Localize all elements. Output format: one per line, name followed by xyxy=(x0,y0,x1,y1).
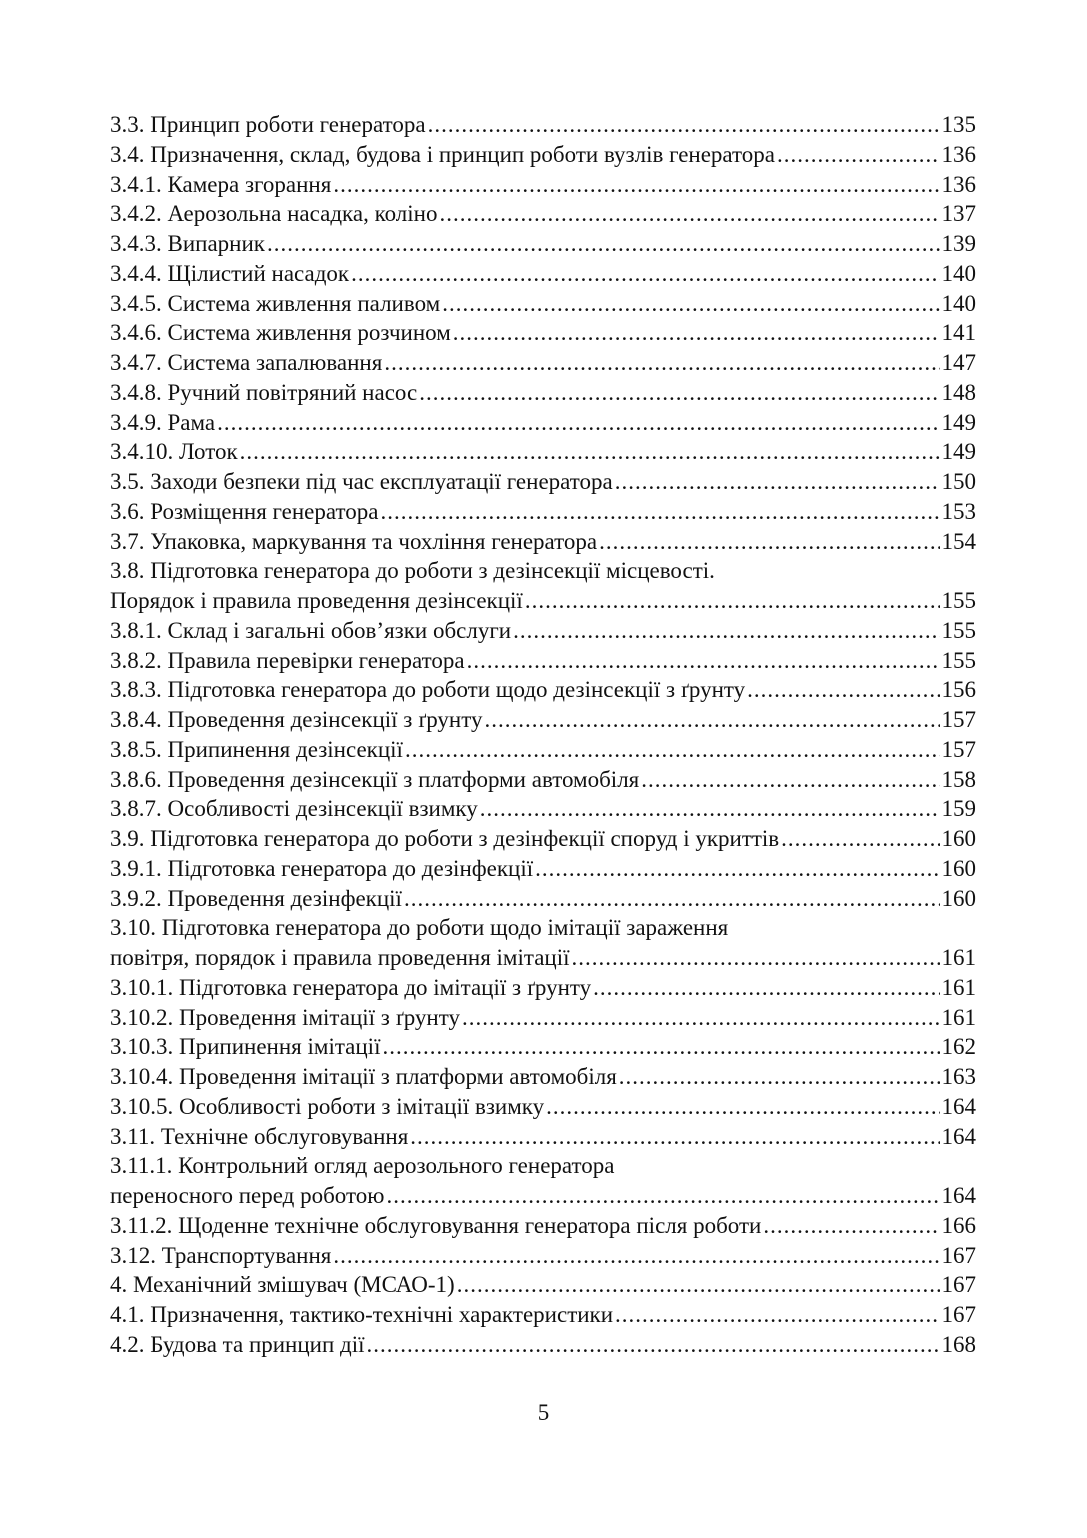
toc-entry-title: 3.10. Підготовка генератора до роботи щодо імітації зараження xyxy=(110,915,729,941)
toc-entry xyxy=(110,556,976,586)
dot-leader xyxy=(777,140,939,170)
dot-leader xyxy=(480,794,940,824)
toc-entry-page: 155 xyxy=(941,647,976,673)
toc-entry-title: 3.12. Транспортування xyxy=(110,1242,332,1268)
toc-entry-page: 140 xyxy=(941,290,976,316)
toc-entry xyxy=(110,527,976,557)
toc-entry-title: 3.10.1. Підготовка генератора до імітації з ґрунту xyxy=(110,974,592,1000)
dot-leader xyxy=(333,170,939,200)
toc-entry-page: 149 xyxy=(941,409,976,435)
dot-leader xyxy=(333,1241,939,1271)
dot-leader xyxy=(593,973,939,1003)
toc-entry xyxy=(110,229,976,259)
toc-entry-page: 164 xyxy=(941,1093,976,1119)
toc-entry xyxy=(110,973,976,1003)
toc-entry-title: 3.4. Призначення, склад, будова і принцип роботи вузлів генератора xyxy=(110,141,776,167)
toc-entry-title: 3.11. Технічне обслуговування xyxy=(110,1123,409,1149)
toc-entry-title: 3.4.7. Система запалювання xyxy=(110,350,383,375)
dot-leader xyxy=(419,378,939,408)
toc-entry-title: 3.5. Заходи безпеки під час експлуатації генератора xyxy=(110,469,613,494)
toc-entry xyxy=(110,1270,976,1300)
dot-leader xyxy=(513,616,939,646)
toc-entry-page: 156 xyxy=(941,677,976,703)
toc-entry-page: 161 xyxy=(941,945,976,970)
toc-entry xyxy=(110,616,976,646)
dot-leader xyxy=(405,735,940,765)
toc-entry-page: 168 xyxy=(941,1331,976,1357)
toc-entry-title: 3.8. Підготовка генератора до роботи з дезінсекції місцевості. xyxy=(110,558,715,584)
toc-entry xyxy=(110,824,976,854)
dot-leader xyxy=(535,854,939,884)
dot-leader xyxy=(763,1211,939,1241)
dot-leader xyxy=(599,527,939,557)
toc-entry-title: 3.9.1. Підготовка генератора до дезінфекції xyxy=(110,855,534,881)
toc-entry xyxy=(110,1300,976,1330)
toc-entry-title: 3.4.2. Аерозольна насадка, коліно xyxy=(110,201,438,227)
toc-entry-page: 155 xyxy=(941,588,976,613)
toc-entry-title: 3.8.2. Правила перевірки генератора xyxy=(110,647,465,673)
toc-entry xyxy=(110,1330,976,1360)
toc-entry xyxy=(110,259,976,289)
toc-entry-title: 3.7. Упаковка, маркування та чохління генератора xyxy=(110,528,598,554)
dot-leader xyxy=(641,765,939,795)
toc-entry xyxy=(110,675,976,705)
toc-entry xyxy=(110,1003,976,1033)
dot-leader xyxy=(382,1032,939,1062)
toc-entry-page: 141 xyxy=(941,320,976,346)
toc-entry xyxy=(110,735,976,765)
toc-entry xyxy=(110,199,976,229)
toc-entry xyxy=(110,1062,976,1092)
toc-entry xyxy=(110,854,976,884)
dot-leader xyxy=(240,437,940,467)
toc-entry-title: 4. Механічний змішувач (МСАО-1) xyxy=(110,1272,455,1298)
toc-entry xyxy=(110,913,976,943)
toc-entry-title: 3.10.5. Особливості роботи з імітації взимку xyxy=(110,1093,545,1119)
toc-entry-title: 3.8.7. Особливості дезінсекції взимку xyxy=(110,796,478,822)
toc-entry-title: 4.2. Будова та принцип дії xyxy=(110,1331,365,1357)
toc-entry-page: 158 xyxy=(941,766,976,792)
toc-entry-title: 3.3. Принцип роботи генератора xyxy=(110,112,426,137)
dot-leader xyxy=(267,229,940,259)
toc-entry-title: 3.11.1. Контрольний огляд аерозольного генератора xyxy=(110,1153,615,1179)
page-number: 5 xyxy=(537,1400,550,1425)
dot-leader xyxy=(439,199,939,229)
toc-entry-title: 3.10.4. Проведення імітації з платформи автомобіля xyxy=(110,1064,617,1089)
toc-entry-page: 136 xyxy=(941,141,976,167)
toc-entry xyxy=(110,705,976,735)
toc-entry xyxy=(110,943,976,973)
dot-leader xyxy=(386,1181,939,1211)
toc-entry xyxy=(110,497,976,527)
toc-entry-page: 157 xyxy=(941,707,976,732)
toc-entry-page: 137 xyxy=(941,201,976,227)
toc-entry-title: Порядок і правила проведення дезінсекції xyxy=(110,588,523,613)
toc-entry-title: 3.8.5. Припинення дезінсекції xyxy=(110,736,403,762)
dot-leader xyxy=(428,110,940,140)
toc-entry-title: 3.10.3. Припинення імітації xyxy=(110,1034,381,1060)
toc-entry-page: 157 xyxy=(941,736,976,762)
toc-entry-page: 161 xyxy=(941,974,976,1000)
dot-leader xyxy=(380,497,939,527)
toc-entry xyxy=(110,140,976,170)
toc-entry xyxy=(110,467,976,497)
toc-entry-page: 166 xyxy=(941,1212,976,1238)
toc-entry-title: повітря, порядок і правила проведення імітації xyxy=(110,945,570,970)
toc-entry-page: 164 xyxy=(941,1183,976,1208)
dot-leader xyxy=(619,1062,940,1092)
toc-entry xyxy=(110,586,976,616)
toc-entry-title: 3.10.2. Проведення імітації з ґрунту xyxy=(110,1004,460,1030)
toc-entry xyxy=(110,348,976,378)
toc-entry xyxy=(110,794,976,824)
dot-leader xyxy=(546,1092,939,1122)
toc-entry xyxy=(110,408,976,438)
dot-leader xyxy=(615,467,940,497)
toc-entry-page: 147 xyxy=(941,350,976,375)
toc-entry-page: 155 xyxy=(941,617,976,643)
toc-entry-title: 3.9.2. Проведення дезінфекції xyxy=(110,885,402,911)
toc-entry-page: 149 xyxy=(941,439,976,465)
dot-leader xyxy=(467,646,940,676)
toc-entry-page: 167 xyxy=(941,1242,976,1268)
toc-entry xyxy=(110,378,976,408)
toc-entry xyxy=(110,1181,976,1211)
toc-entry-page: 161 xyxy=(941,1004,976,1030)
toc-entry xyxy=(110,1211,976,1241)
toc-entry-page: 160 xyxy=(941,855,976,881)
toc-entry-page: 136 xyxy=(941,171,976,197)
toc-entry xyxy=(110,437,976,467)
dot-leader xyxy=(781,824,939,854)
toc-entry xyxy=(110,884,976,914)
toc-entry xyxy=(110,289,976,319)
toc-entry-title: 3.4.1. Камера згорання xyxy=(110,171,332,197)
toc-entry xyxy=(110,1122,976,1152)
toc-entry-title: переносного перед роботою xyxy=(110,1183,385,1208)
toc-entry-page: 160 xyxy=(941,885,976,911)
toc-entry-title: 3.4.3. Випарник xyxy=(110,231,265,256)
toc-entry-title: 3.4.9. Рама xyxy=(110,409,216,435)
dot-leader xyxy=(747,675,939,705)
dot-leader xyxy=(367,1330,940,1360)
toc-entry-page: 163 xyxy=(941,1064,976,1089)
dot-leader xyxy=(525,586,940,616)
toc-entry-title: 3.4.5. Система живлення паливом xyxy=(110,290,441,316)
table-of-contents xyxy=(110,110,976,1360)
toc-entry-page: 150 xyxy=(941,469,976,494)
toc-entry-page: 148 xyxy=(941,379,976,405)
toc-entry xyxy=(110,318,976,348)
toc-entry-title: 3.8.1. Склад і загальні обов’язки обслуги xyxy=(110,617,512,643)
toc-entry-title: 3.6. Розміщення генератора xyxy=(110,498,379,524)
dot-leader xyxy=(442,289,939,319)
toc-entry-page: 139 xyxy=(941,231,976,256)
toc-entry-title: 3.11.2. Щоденне технічне обслуговування генератора після роботи xyxy=(110,1212,762,1238)
toc-entry-page: 167 xyxy=(941,1302,976,1327)
toc-entry-title: 3.8.4. Проведення дезінсекції з ґрунту xyxy=(110,707,483,732)
toc-entry-title: 3.9. Підготовка генератора до роботи з дезінфекції споруд і укриттів xyxy=(110,826,780,851)
toc-entry xyxy=(110,170,976,200)
dot-leader xyxy=(484,705,939,735)
toc-entry-page: 153 xyxy=(941,498,976,524)
toc-entry-title: 3.8.3. Підготовка генератора до роботи щодо дезінсекції з ґрунту xyxy=(110,677,746,703)
toc-entry-title: 3.4.10. Лоток xyxy=(110,439,238,465)
toc-entry-page: 135 xyxy=(941,112,976,137)
toc-entry xyxy=(110,765,976,795)
dot-leader xyxy=(572,943,940,973)
toc-entry-page: 154 xyxy=(941,528,976,554)
dot-leader xyxy=(351,259,939,289)
toc-entry-title: 3.4.8. Ручний повітряний насос xyxy=(110,379,418,405)
dot-leader xyxy=(384,348,939,378)
dot-leader xyxy=(410,1122,939,1152)
dot-leader xyxy=(453,318,940,348)
toc-entry xyxy=(110,1241,976,1271)
toc-entry-page: 160 xyxy=(941,826,976,851)
toc-entry xyxy=(110,1032,976,1062)
toc-entry-page: 159 xyxy=(941,796,976,822)
toc-entry-page: 162 xyxy=(941,1034,976,1060)
dot-leader xyxy=(615,1300,939,1330)
toc-entry-page: 164 xyxy=(941,1123,976,1149)
toc-entry-title: 3.4.4. Щілистий насадок xyxy=(110,260,350,286)
toc-entry-title: 4.1. Призначення, тактико-технічні характеристики xyxy=(110,1302,614,1327)
toc-entry xyxy=(110,1092,976,1122)
dot-leader xyxy=(404,884,940,914)
toc-entry-title: 3.4.6. Система живлення розчином xyxy=(110,320,451,346)
dot-leader xyxy=(462,1003,940,1033)
toc-entry-title: 3.8.6. Проведення дезінсекції з платформи автомобіля xyxy=(110,766,640,792)
toc-entry xyxy=(110,110,976,140)
toc-entry xyxy=(110,1151,976,1181)
dot-leader xyxy=(217,408,939,438)
dot-leader xyxy=(457,1270,940,1300)
toc-entry-page: 167 xyxy=(941,1272,976,1298)
toc-entry xyxy=(110,646,976,676)
toc-entry-page: 140 xyxy=(941,260,976,286)
